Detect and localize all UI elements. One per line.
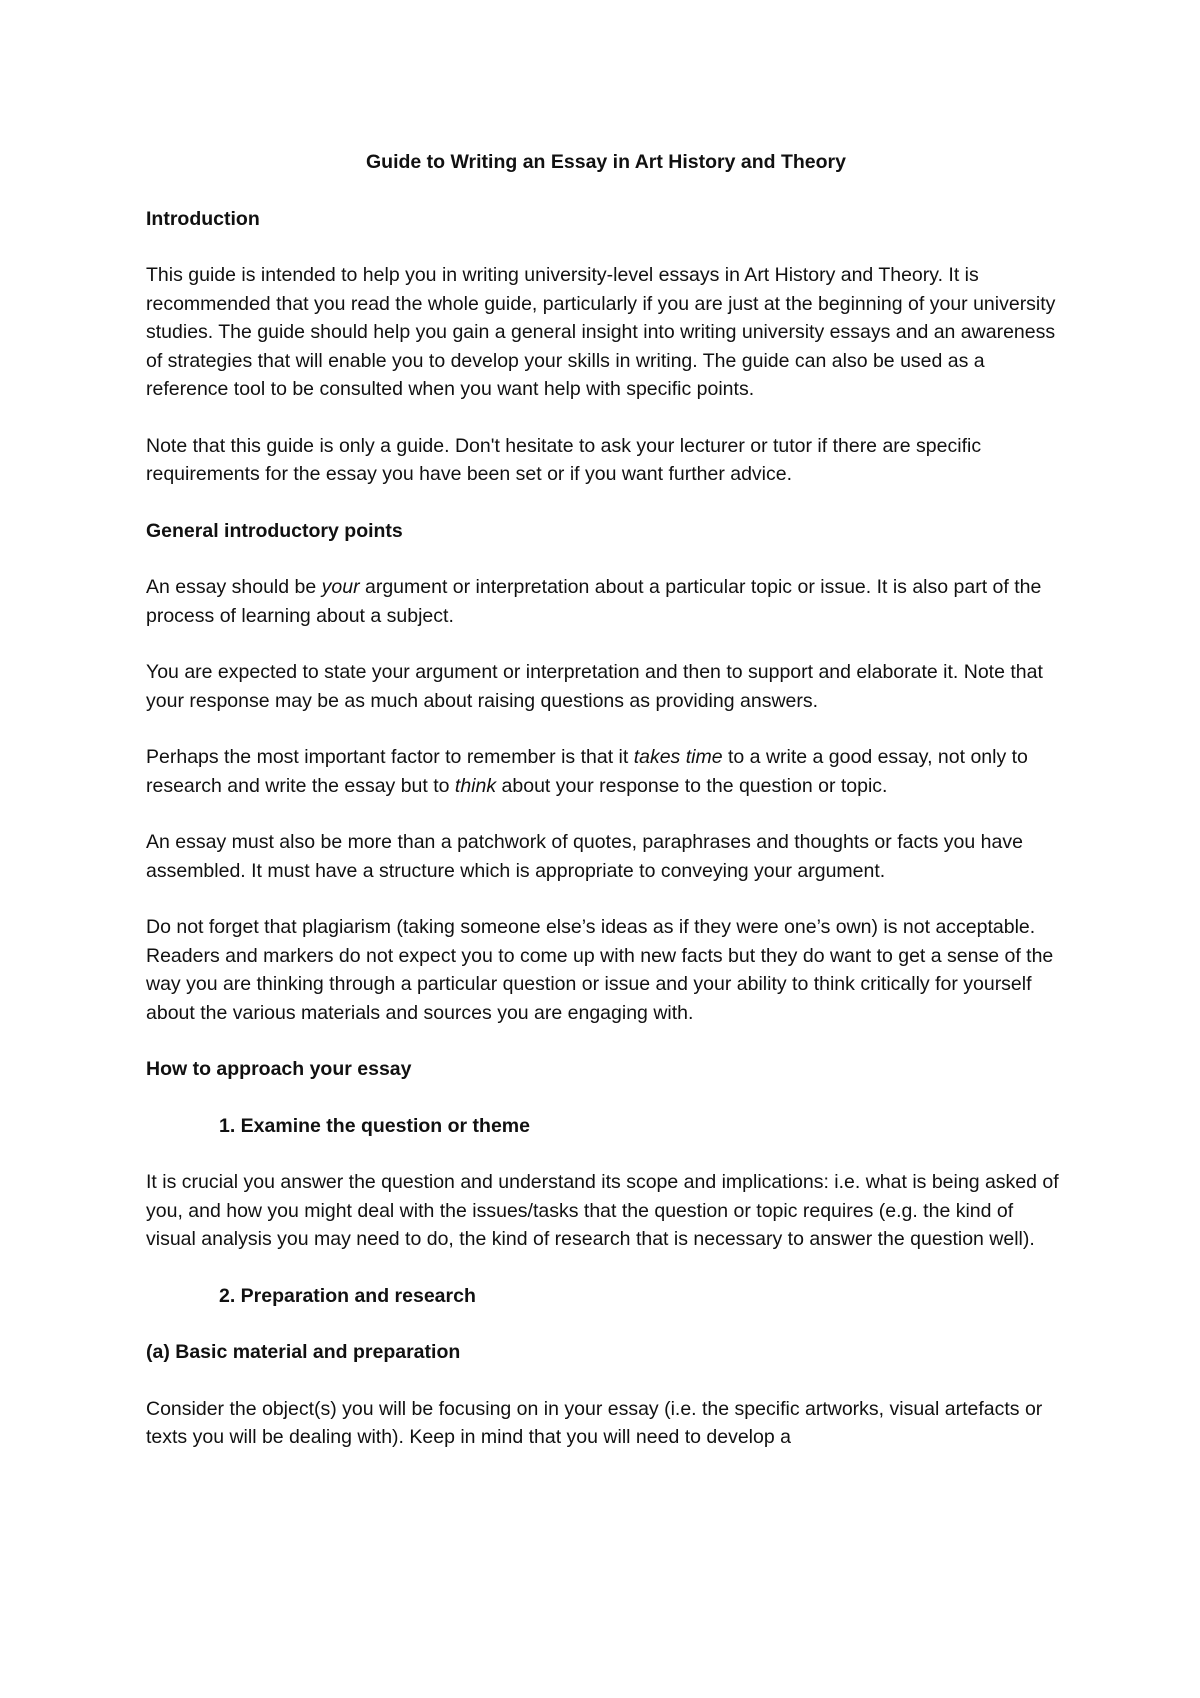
text-run: Perhaps the most important factor to remember is that it [146, 746, 634, 768]
paragraph-general-5: Do not forget that plagiarism (taking someone else’s ideas as if they were one’s own) is not acceptable. Readers and markers do not expect you to come up with new facts but they do want to get a sense of the way you are thinking through a particular question or issue and your ability to think critically for yourself about the various materials and sources you are engaging with. [146, 916, 1054, 1024]
document-title: Guide to Writing an Essay in Art History and Theory [366, 151, 846, 173]
text-run: An essay should be [146, 576, 322, 598]
emphasis-text: think [454, 774, 497, 797]
section-heading-general: General introductory points [146, 519, 403, 542]
section-heading-approach: How to approach your essay [146, 1058, 412, 1080]
text-run: argument or interpretation about a particular topic or issue. It is also part of the process of learning about a subject. [146, 576, 1042, 627]
paragraph-general-1 [146, 573, 1066, 630]
paragraph-intro-2: Note that this guide is only a guide. Don't hesitate to ask your lecturer or tutor if there are specific requirements for the essay you have been set or if you want further advice. [146, 434, 982, 485]
paragraph-general-2: You are expected to state your argument or interpretation and then to support and elaborate it. Note that your response may be as much about raising questions as providing answers. [146, 661, 1043, 712]
section-heading-introduction: Introduction [146, 207, 260, 230]
text-run: to a write a good essay, not only to research and write the essay but to [146, 746, 1028, 797]
subheading-step-1: 1. Examine the question or theme [219, 1114, 530, 1137]
paragraph-intro-1: This guide is intended to help you in writing university-level essays in Art History and Theory. It is recommended that you read the whole guide, particularly if you are just at the beginning of your university studies. The guide should help you gain a general insight into writing university essays and an awareness of strategies that will enable you to develop your skills in writing. The guide can also be used as a reference tool to be consulted when you want help with specific points. [146, 264, 1056, 400]
paragraph-step-1: It is crucial you answer the question and understand its scope and implications: i.e. what is being asked of you, and how you might deal with the issues/tasks that the question or topic requires (e.g. the kind of visual analysis you may need to do, the kind of research that is necessary to answer the question well). [146, 1171, 1059, 1250]
subheading-step-2: 2. Preparation and research [219, 1284, 476, 1307]
emphasis-text: your [321, 576, 360, 598]
paragraph-step-2a: Consider the object(s) you will be focusing on in your essay (i.e. the specific artworks, visual artefacts or texts you will be dealing with). Keep in mind that you will need to develop a [146, 1397, 1043, 1448]
paragraph-general-3 [146, 743, 1066, 800]
text-run: about your response to the question or topic. [496, 774, 888, 797]
paragraph-general-4: An essay must also be more than a patchwork of quotes, paraphrases and thoughts or facts you have assembled. It must have a structure which is appropriate to conveying your argument. [146, 831, 1023, 882]
document-body [146, 148, 1066, 1480]
emphasis-text: takes time [633, 746, 723, 768]
subheading-step-2a: (a) Basic material and preparation [146, 1341, 461, 1363]
